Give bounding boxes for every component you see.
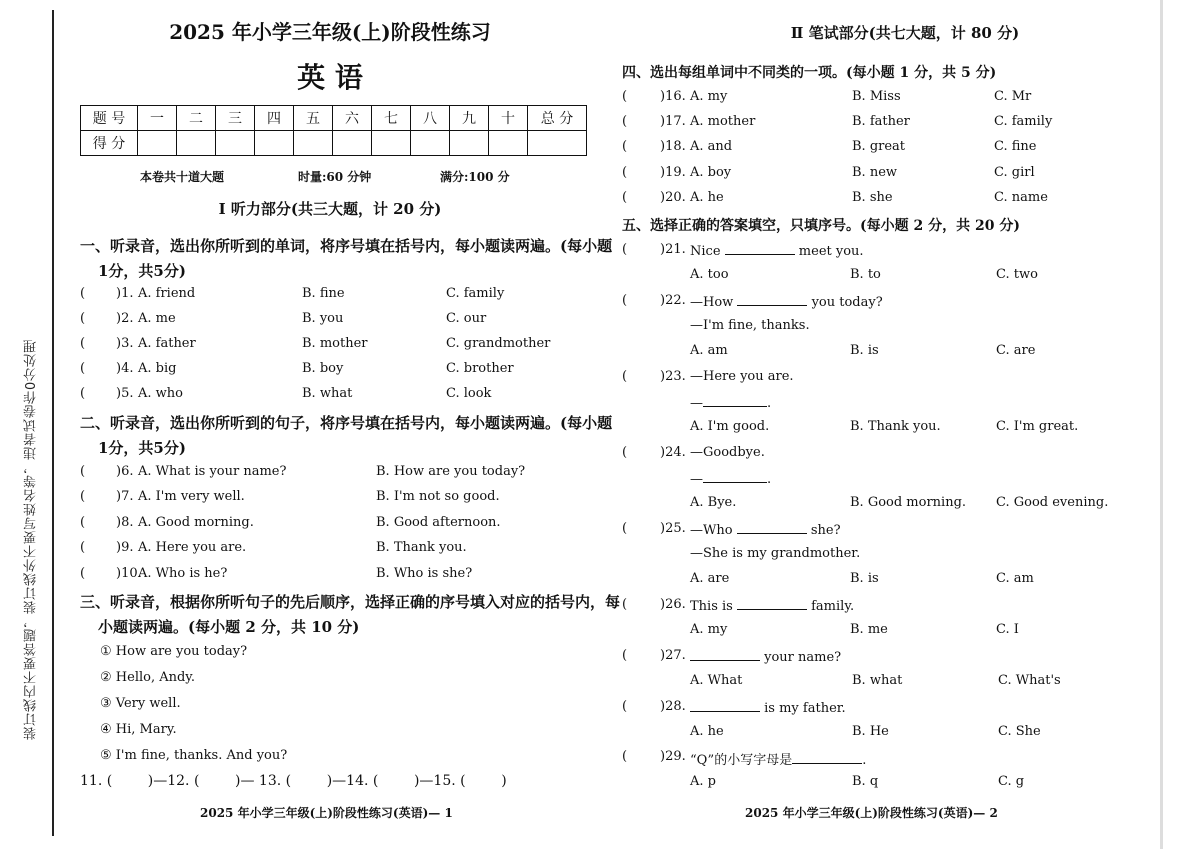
option-b: B. q bbox=[852, 774, 879, 789]
option-c: C. What's bbox=[998, 673, 1061, 688]
question-number: )2. bbox=[116, 311, 134, 326]
question-number: )10. bbox=[116, 566, 142, 581]
answer-paren[interactable]: ( bbox=[622, 749, 628, 764]
answer-paren[interactable]: ( bbox=[80, 540, 86, 555]
answer-paren[interactable]: ( bbox=[80, 489, 86, 504]
question-number: )24. bbox=[660, 445, 686, 460]
score-table-cell: 七 bbox=[372, 106, 411, 131]
section2-instruction: 二、听录音，选出你所听到的句子，将序号填在括号内，每小题读两遍。(每小题 bbox=[80, 414, 613, 432]
question-row bbox=[622, 139, 1162, 159]
score-table-cell: 总 分 bbox=[528, 106, 587, 131]
option-a: A. I'm very well. bbox=[138, 489, 245, 504]
question-text bbox=[690, 521, 841, 538]
exam-total-score: 满分:100 分 bbox=[440, 170, 510, 184]
score-table-cell: 五 bbox=[294, 106, 333, 131]
option-c: C. our bbox=[446, 311, 487, 326]
answer-paren[interactable]: ( bbox=[622, 165, 628, 180]
option-a: A. Bye. bbox=[690, 495, 737, 510]
score-table-cell: 四 bbox=[255, 106, 294, 131]
answer-paren[interactable]: ( bbox=[80, 336, 86, 351]
option-a: A. father bbox=[138, 336, 196, 351]
option-a: A. are bbox=[690, 571, 730, 586]
question-row bbox=[80, 286, 580, 306]
option-a: A. am bbox=[690, 343, 728, 358]
option-c: C. I bbox=[996, 622, 1019, 637]
question-text bbox=[690, 699, 846, 716]
question-suffix: . bbox=[862, 753, 867, 768]
question-number: )25. bbox=[660, 521, 686, 536]
answer-paren[interactable]: ( bbox=[622, 521, 628, 536]
option-b: B. what bbox=[852, 673, 903, 688]
option-b: B. Good morning. bbox=[850, 495, 967, 510]
question-row bbox=[622, 242, 1162, 262]
score-entry-cell[interactable] bbox=[255, 131, 294, 156]
option-a: A. What is your name? bbox=[138, 464, 287, 479]
option-a: A. Here you are. bbox=[138, 540, 247, 555]
question-row bbox=[80, 386, 580, 406]
answer-paren[interactable]: ( bbox=[80, 286, 86, 301]
page-edge bbox=[1160, 0, 1163, 849]
question-number: )19. bbox=[660, 165, 686, 180]
question-number: )29. bbox=[660, 749, 686, 764]
question-number: )4. bbox=[116, 361, 134, 376]
answer-paren[interactable]: ( bbox=[80, 311, 86, 326]
answer-paren[interactable]: ( bbox=[80, 361, 86, 376]
part1-title: Ⅰ 听力部分(共三大题，计 20 分) bbox=[218, 200, 442, 218]
question-row bbox=[622, 749, 1162, 769]
option-a: A. friend bbox=[138, 286, 196, 301]
score-entry-cell[interactable] bbox=[138, 131, 177, 156]
question-row bbox=[622, 293, 1162, 313]
section3-instruction: 三、听录音，根据你所听句子的先后顺序，选择正确的序号填入对应的括号内，每 bbox=[80, 593, 621, 611]
option-b: B. fine bbox=[302, 286, 345, 301]
question-row bbox=[80, 566, 580, 586]
response-dash: — bbox=[690, 396, 703, 411]
score-table-cell: 二 bbox=[177, 106, 216, 131]
response-dash: — bbox=[690, 472, 703, 487]
score-entry-cell[interactable] bbox=[216, 131, 255, 156]
question-row bbox=[80, 311, 580, 331]
dialogue-response: —She is my grandmother. bbox=[690, 546, 861, 561]
option-a: A. he bbox=[690, 190, 724, 205]
option-b: B. Good afternoon. bbox=[376, 515, 501, 530]
answer-paren[interactable]: ( bbox=[80, 464, 86, 479]
question-text bbox=[690, 242, 864, 259]
section4-instruction: 四、选出每组单词中不同类的一项。(每小题 1 分，共 5 分) bbox=[622, 65, 997, 81]
option-a: A. Who is he? bbox=[138, 566, 228, 581]
question-prefix: “Q”的小写字母是 bbox=[690, 753, 793, 768]
option-c: C. She bbox=[998, 724, 1041, 739]
option-b: B. me bbox=[850, 622, 888, 637]
option-a: A. my bbox=[690, 622, 728, 637]
question-text bbox=[690, 749, 866, 768]
score-entry-cell[interactable] bbox=[333, 131, 372, 156]
answer-paren[interactable]: ( bbox=[622, 293, 628, 308]
score-entry-cell[interactable] bbox=[489, 131, 528, 156]
question-suffix: is my father. bbox=[764, 701, 846, 716]
dialogue-response: — . bbox=[690, 472, 772, 487]
option-c: C. family bbox=[446, 286, 505, 301]
option-b: B. I'm not so good. bbox=[376, 489, 500, 504]
score-entry-cell[interactable] bbox=[528, 131, 587, 156]
question-text bbox=[690, 597, 854, 614]
score-table-cell: 十 bbox=[489, 106, 528, 131]
question-text bbox=[690, 293, 883, 310]
question-row bbox=[622, 445, 1162, 465]
option-a: A. p bbox=[690, 774, 716, 789]
option-c: C. two bbox=[996, 267, 1038, 282]
answer-paren[interactable]: ( bbox=[622, 699, 628, 714]
score-entry-cell[interactable] bbox=[411, 131, 450, 156]
question-row bbox=[622, 648, 1162, 668]
option-b: B. Miss bbox=[852, 89, 901, 104]
option-c: C. Mr bbox=[994, 89, 1032, 104]
option-b: B. How are you today? bbox=[376, 464, 526, 479]
question-prefix: —Who bbox=[690, 523, 733, 538]
answer-blank[interactable] bbox=[737, 293, 807, 306]
question-row bbox=[622, 190, 1162, 210]
answer-paren[interactable]: ( bbox=[622, 369, 628, 384]
score-entry-cell[interactable] bbox=[294, 131, 333, 156]
question-row bbox=[80, 489, 580, 509]
answer-blank[interactable] bbox=[737, 597, 807, 610]
options-row bbox=[622, 571, 1162, 591]
answer-paren[interactable]: ( bbox=[622, 242, 628, 257]
option-a: A. who bbox=[138, 386, 183, 401]
question-suffix: she? bbox=[810, 523, 841, 538]
ordering-sentence: ⑤ I'm fine, thanks. And you? bbox=[100, 748, 288, 763]
binding-line bbox=[52, 10, 54, 836]
question-number: )16. bbox=[660, 89, 686, 104]
option-c: C. family bbox=[994, 114, 1053, 129]
option-b: B. boy bbox=[302, 361, 344, 376]
ordering-answer-line[interactable]: 11. ( )—12. ( )— 13. ( )—14. ( )—15. ( ) bbox=[80, 773, 507, 789]
option-b: B. what bbox=[302, 386, 353, 401]
section5-instruction: 五、选择正确的答案填空，只填序号。(每小题 2 分，共 20 分) bbox=[622, 218, 1020, 234]
question-text bbox=[690, 648, 841, 665]
options-row bbox=[622, 343, 1162, 363]
option-c: C. Good evening. bbox=[996, 495, 1109, 510]
answer-blank[interactable] bbox=[792, 751, 862, 764]
page-footer: 2025 年小学三年级(上)阶段性练习(英语)— 1 bbox=[200, 806, 453, 820]
question-row bbox=[80, 464, 580, 484]
ordering-sentence: ③ Very well. bbox=[100, 696, 181, 711]
answer-blank[interactable] bbox=[725, 242, 795, 255]
score-label-cell: 得 分 bbox=[81, 131, 138, 156]
score-entry-cell[interactable] bbox=[372, 131, 411, 156]
answer-blank[interactable] bbox=[737, 521, 807, 534]
answer-paren[interactable]: ( bbox=[622, 139, 628, 154]
option-c: C. are bbox=[996, 343, 1036, 358]
option-b: B. great bbox=[852, 139, 906, 154]
question-number: )9. bbox=[116, 540, 134, 555]
question-row bbox=[80, 361, 580, 381]
question-text: —Here you are. bbox=[690, 369, 794, 384]
question-row bbox=[622, 369, 1162, 389]
binding-line-note: 装订线内不要答题，装订线外不要写姓名等，违者试卷作0分处理 bbox=[24, 338, 39, 740]
option-b: B. is bbox=[850, 343, 879, 358]
question-suffix: meet you. bbox=[798, 244, 864, 259]
question-text: —Goodbye. bbox=[690, 445, 765, 460]
option-a: A. my bbox=[690, 89, 728, 104]
option-a: A. and bbox=[690, 139, 733, 154]
option-b: B. He bbox=[852, 724, 889, 739]
option-b: B. to bbox=[850, 267, 881, 282]
option-c: C. I'm great. bbox=[996, 419, 1079, 434]
answer-paren[interactable]: ( bbox=[80, 386, 86, 401]
option-c: C. fine bbox=[994, 139, 1037, 154]
dialogue-response: —I'm fine, thanks. bbox=[690, 318, 810, 333]
option-a: A. mother bbox=[690, 114, 756, 129]
score-table-header-row bbox=[81, 106, 587, 131]
question-number: )26. bbox=[660, 597, 686, 612]
option-b: B. father bbox=[852, 114, 910, 129]
options-row bbox=[622, 774, 1162, 794]
option-b: B. new bbox=[852, 165, 898, 180]
score-table-cell: 题 号 bbox=[81, 106, 138, 131]
section1-instruction-cont: 1分，共5分) bbox=[98, 262, 186, 280]
question-row bbox=[622, 699, 1162, 719]
question-number: )3. bbox=[116, 336, 134, 351]
section1-instruction: 一、听录音，选出你所听到的单词，将序号填在括号内，每小题读两遍。(每小题 bbox=[80, 237, 613, 255]
question-number: )22. bbox=[660, 293, 686, 308]
score-table-cell: 三 bbox=[216, 106, 255, 131]
option-a: A. me bbox=[138, 311, 176, 326]
option-b: B. mother bbox=[302, 336, 368, 351]
options-row bbox=[622, 495, 1162, 515]
question-suffix: your name? bbox=[764, 650, 842, 665]
score-entry-cell[interactable] bbox=[450, 131, 489, 156]
right-page bbox=[600, 0, 1200, 849]
option-a: A. boy bbox=[690, 165, 732, 180]
answer-blank[interactable] bbox=[690, 699, 760, 712]
option-c: C. g bbox=[998, 774, 1025, 789]
question-number: )18. bbox=[660, 139, 686, 154]
option-b: B. you bbox=[302, 311, 344, 326]
exam-title: 2025 年小学三年级(上)阶段性练习 bbox=[169, 20, 491, 44]
answer-paren[interactable]: ( bbox=[622, 648, 628, 663]
part2-title: Ⅱ 笔试部分(共七大题，计 80 分) bbox=[790, 24, 1020, 42]
option-c: C. am bbox=[996, 571, 1034, 586]
question-row bbox=[622, 165, 1162, 185]
question-row bbox=[622, 597, 1162, 617]
option-a: A. too bbox=[690, 267, 729, 282]
options-row bbox=[622, 724, 1162, 744]
answer-paren[interactable]: ( bbox=[622, 89, 628, 104]
question-prefix: —How bbox=[690, 295, 734, 310]
answer-paren[interactable]: ( bbox=[622, 190, 628, 205]
options-row bbox=[622, 267, 1162, 287]
option-a: A. What bbox=[690, 673, 743, 688]
score-entry-cell[interactable] bbox=[177, 131, 216, 156]
option-c: C. name bbox=[994, 190, 1048, 205]
dialogue-response: — . bbox=[690, 396, 772, 411]
subject-title: 英 语 bbox=[297, 61, 363, 94]
exam-time: 时量:60 分钟 bbox=[298, 170, 372, 184]
question-prefix: Nice bbox=[690, 244, 721, 259]
page-footer: 2025 年小学三年级(上)阶段性练习(英语)— 2 bbox=[745, 806, 998, 820]
option-c: C. girl bbox=[994, 165, 1035, 180]
ordering-sentence: ④ Hi, Mary. bbox=[100, 722, 177, 737]
question-suffix: you today? bbox=[811, 295, 883, 310]
answer-paren[interactable]: ( bbox=[80, 566, 86, 581]
question-prefix: This is bbox=[690, 599, 733, 614]
question-row bbox=[622, 521, 1162, 541]
question-row bbox=[622, 89, 1162, 109]
score-table bbox=[80, 105, 587, 156]
option-b: B. Who is she? bbox=[376, 566, 473, 581]
score-table-cell: 八 bbox=[411, 106, 450, 131]
answer-blank[interactable] bbox=[703, 470, 767, 483]
question-number: )7. bbox=[116, 489, 134, 504]
option-a: A. he bbox=[690, 724, 724, 739]
section3-instruction-cont: 小题读两遍。(每小题 2 分，共 10 分) bbox=[98, 618, 360, 636]
option-a: A. big bbox=[138, 361, 177, 376]
score-table-cell: 一 bbox=[138, 106, 177, 131]
question-number: )6. bbox=[116, 464, 134, 479]
option-b: B. Thank you. bbox=[376, 540, 467, 555]
option-c: C. brother bbox=[446, 361, 514, 376]
score-table-cell: 六 bbox=[333, 106, 372, 131]
score-table-cell: 九 bbox=[450, 106, 489, 131]
question-number: )23. bbox=[660, 369, 686, 384]
question-number: )28. bbox=[660, 699, 686, 714]
question-row bbox=[80, 515, 580, 535]
ordering-sentence: ① How are you today? bbox=[100, 644, 248, 659]
answer-blank[interactable] bbox=[690, 648, 760, 661]
option-c: C. grandmother bbox=[446, 336, 551, 351]
exam-sections-count: 本卷共十道大题 bbox=[140, 170, 225, 184]
question-number: )20. bbox=[660, 190, 686, 205]
question-number: )17. bbox=[660, 114, 686, 129]
question-number: )8. bbox=[116, 515, 134, 530]
options-row bbox=[622, 622, 1162, 642]
option-c: C. look bbox=[446, 386, 492, 401]
question-number: )27. bbox=[660, 648, 686, 663]
question-row bbox=[80, 336, 580, 356]
section2-instruction-cont: 1分，共5分) bbox=[98, 439, 186, 457]
answer-paren[interactable]: ( bbox=[622, 597, 628, 612]
answer-paren[interactable]: ( bbox=[622, 445, 628, 460]
answer-paren[interactable]: ( bbox=[80, 515, 86, 530]
question-number: )1. bbox=[116, 286, 134, 301]
answer-blank[interactable] bbox=[703, 394, 767, 407]
option-a: A. Good morning. bbox=[138, 515, 254, 530]
question-row bbox=[622, 114, 1162, 134]
question-row bbox=[80, 540, 580, 560]
ordering-sentence: ② Hello, Andy. bbox=[100, 670, 196, 685]
question-number: )5. bbox=[116, 386, 134, 401]
options-row bbox=[622, 673, 1162, 693]
option-b: B. she bbox=[852, 190, 893, 205]
options-row bbox=[622, 419, 1162, 439]
option-a: A. I'm good. bbox=[690, 419, 770, 434]
answer-paren[interactable]: ( bbox=[622, 114, 628, 129]
question-number: )21. bbox=[660, 242, 686, 257]
option-b: B. Thank you. bbox=[850, 419, 941, 434]
question-suffix: family. bbox=[811, 599, 855, 614]
score-table-score-row bbox=[81, 131, 587, 156]
option-b: B. is bbox=[850, 571, 879, 586]
